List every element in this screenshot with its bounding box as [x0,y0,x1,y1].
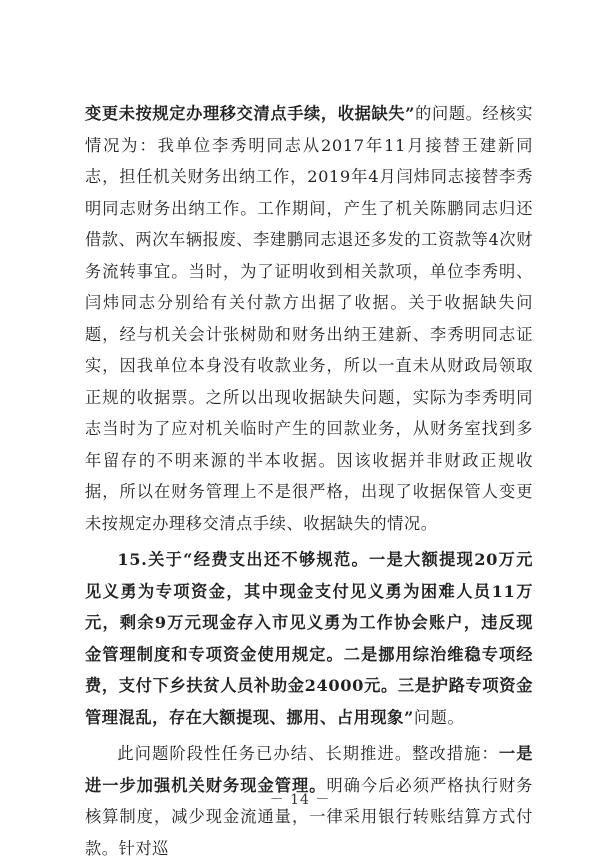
page-number: － 14 － [269,792,331,808]
paragraph-1-bold: 变更未按规定办理移交清点手续，收据缺失” [85,104,416,123]
paragraph-1 [85,98,533,539]
document-body [85,98,533,864]
paragraph-3-text: 此问题阶段性任务已办结、长期推进。整改措施： [117,744,499,763]
paragraph-2-bold: 15.关于“经费支出还不够规范。一是大额提现20万元见义勇为专项资金，其中现金支付见义勇为困难人员11万元，剩余9万元现金存入市见义勇为工作协会账户，违反现金管理制度和专项资金使用规定。二是挪用综治维稳专项经费，支付下乡扶贫人员补助金24000元。三是护路专项资金管理混乱，存在大额提现、挪用、占用现象” [85,550,533,727]
paragraph-2 [85,544,533,733]
paragraph-3-bold: 一是进一步加强机关财务现金管理。 [85,744,534,795]
paragraph-1-text: 的问题。经核实情况为：我单位李秀明同志从2017年11月接替王建新同志，担任机关财务出纳工作，2019年4月闫炜同志接替李秀明同志财务出纳工作。工作期间，产生了机关陈鹏同志归还借款、两次车辆报废、李建鹏同志退还多发的工资款等4次财务流转事宜。当时，为了证明收到相关款项，单位李秀明、闫炜同志分别给有关付款方出据了收据。关于收据缺失问题，经与机关会计张树勋和财务出纳王建新、李秀明同志证实，因我单位本身没有收款业务，所以一直未从财政局领取正规的收据票。之所以出现收据缺失问题，实际为李秀明同志当时为了应对机关临时产生的回款业务，从财务室找到多年留存的不明来源的半本收据。因该收据并非财政正规收据，所以在财务管理上不是很严格，出现了收据保管人变更未按规定办理移交清点手续、收据缺失的情况。 [85,104,534,533]
paragraph-3-text-2: 明确今后必须严格执行财务核算制度，减少现金流通量，一律采用银行转账结算方式付款。针对巡 [85,775,534,858]
paragraph-2-text: 问题。 [413,707,465,727]
